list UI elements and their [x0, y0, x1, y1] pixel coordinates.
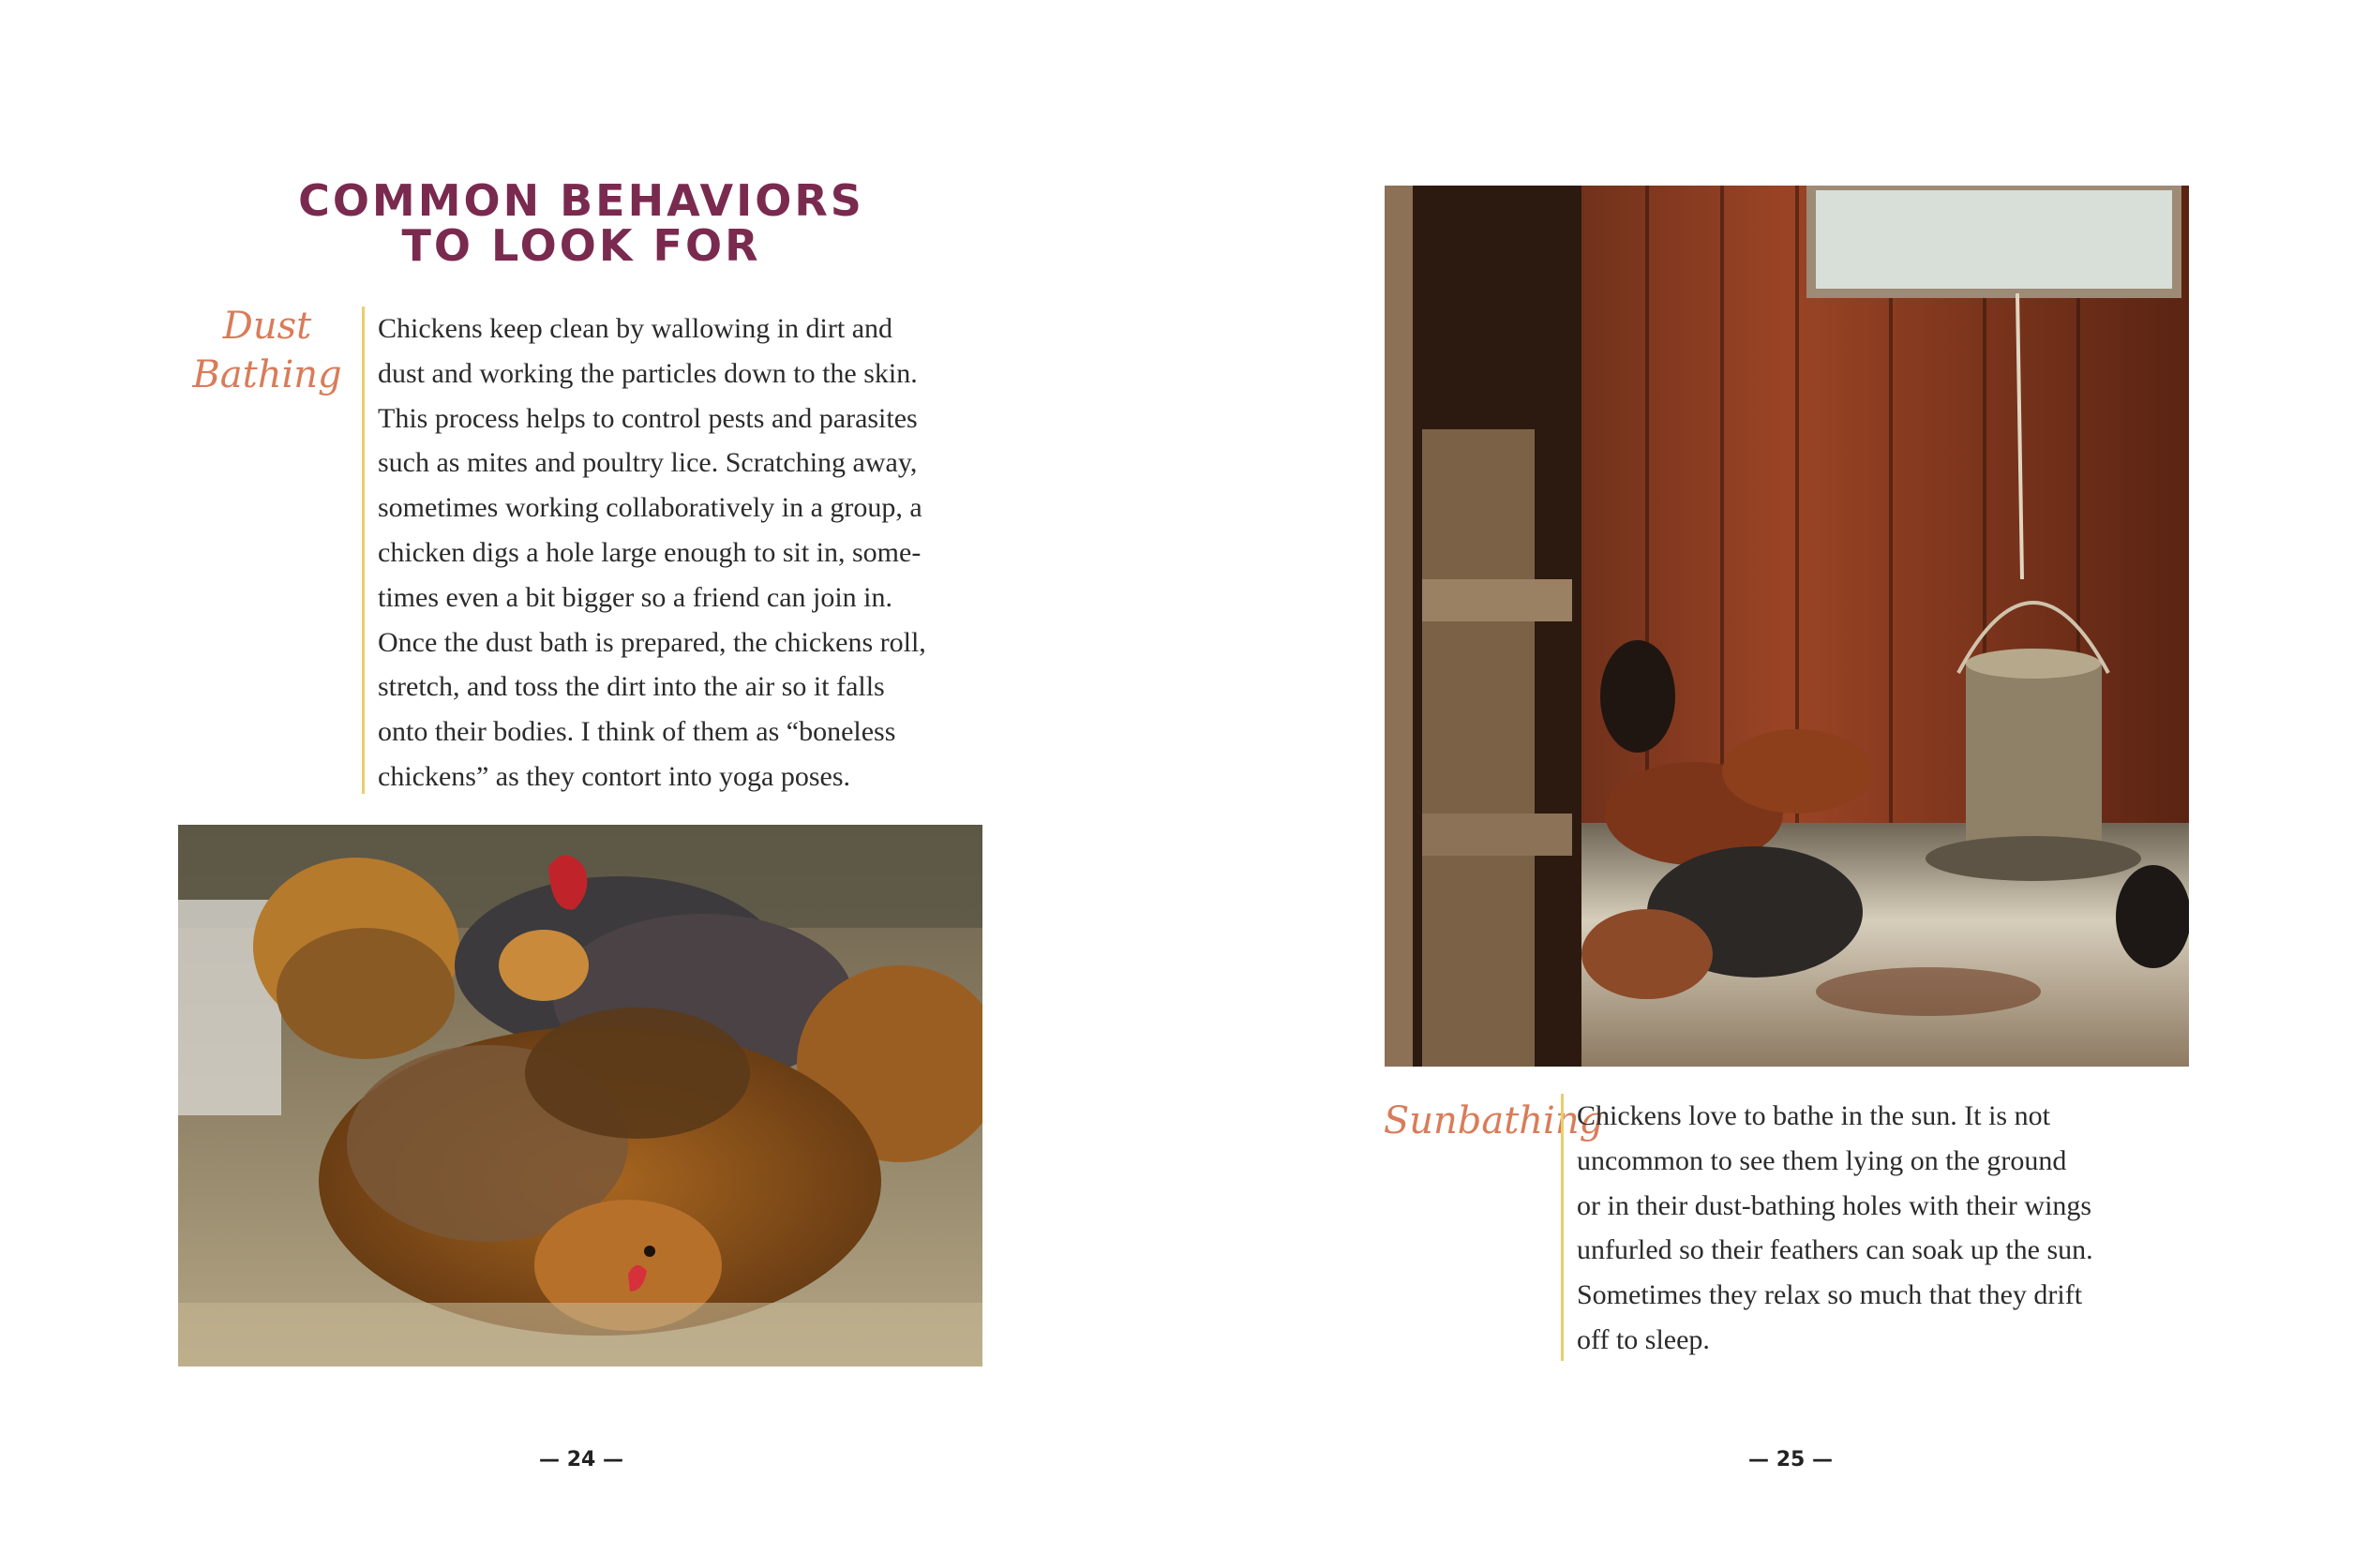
- body-line: Chickens keep clean by wallowing in dirt and: [378, 313, 893, 344]
- body-line: chickens” as they contort into yoga poses.: [378, 760, 851, 792]
- page-title-line-1: COMMON BEHAVIORS: [298, 175, 864, 226]
- section-label-line-1: Dust: [222, 305, 312, 348]
- body-line: off to sleep.: [1577, 1323, 1710, 1355]
- page-number-left: — 24 —: [539, 1448, 623, 1471]
- body-line: onto their bodies. I think of them as “boneless: [378, 716, 896, 748]
- body-line: stretch, and toss the dirt into the air so it falls: [378, 671, 885, 703]
- dust-bathing-paragraph: [362, 306, 926, 794]
- page-number-right: — 25 —: [1748, 1448, 1833, 1471]
- body-line: uncommon to see them lying on the ground: [1577, 1144, 2067, 1176]
- right-page: [1176, 0, 2353, 1568]
- page-title-line-2: TO LOOK FOR: [401, 220, 761, 271]
- body-line: This process helps to control pests and parasites: [378, 402, 918, 434]
- body-line: sometimes working collaboratively in a group, a: [378, 492, 922, 524]
- section-label-line-2: Bathing: [192, 353, 342, 396]
- body-line: Chickens love to bathe in the sun. It is not: [1577, 1100, 2050, 1131]
- body-line: times even a bit bigger so a friend can join in.: [378, 581, 893, 613]
- body-line: dust and working the particles down to the skin.: [378, 357, 918, 389]
- body-line: chicken digs a hole large enough to sit in, some-: [378, 536, 922, 568]
- page-title: [216, 175, 947, 271]
- body-line: Sometimes they relax so much that they drift: [1577, 1279, 2083, 1311]
- photo-sunbathing-chickens: [1385, 186, 2189, 1067]
- section-label-dust-bathing: [187, 302, 347, 399]
- section-label-sunbathing: Sunbathing: [1383, 1099, 1604, 1142]
- left-page: [0, 0, 1176, 1568]
- body-line: or in their dust-bathing holes with their wings: [1577, 1189, 2092, 1221]
- sunbathing-paragraph: [1561, 1094, 2093, 1361]
- body-line: Once the dust bath is prepared, the chickens roll,: [378, 626, 926, 658]
- body-line: unfurled so their feathers can soak up the sun.: [1577, 1234, 2093, 1266]
- body-line: such as mites and poultry lice. Scratching away,: [378, 447, 918, 479]
- photo-dust-bathing-chickens: [178, 825, 982, 1366]
